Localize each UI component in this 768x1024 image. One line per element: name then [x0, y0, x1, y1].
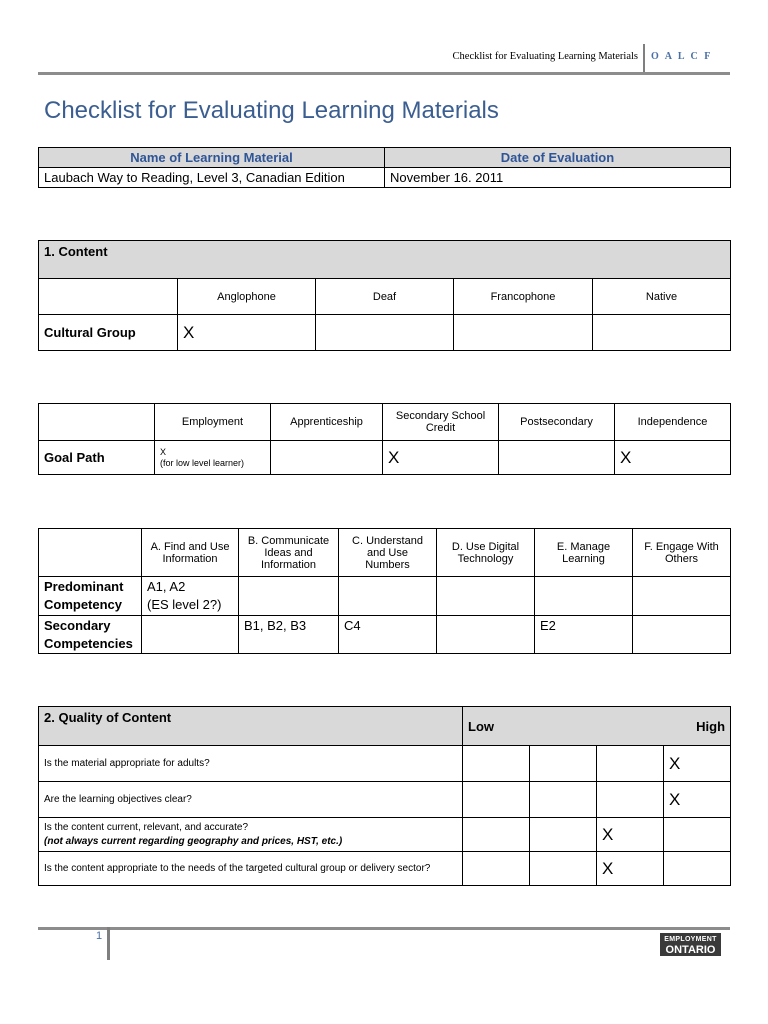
predominant-label-line1: Predominant	[44, 579, 124, 594]
question-3: Is the content current, relevant, and accurate?	[44, 821, 249, 833]
question-3-note: (not always current regarding geography and prices, HST, etc.)	[44, 835, 343, 847]
secondary-label-line2: Competencies	[44, 635, 133, 651]
q1-rating-2	[530, 746, 597, 782]
predominant-b	[239, 577, 339, 616]
q2-rating-4: X	[664, 782, 731, 818]
col-secondary-school-credit: Secondary School Credit	[383, 404, 499, 441]
goal-independence: X	[615, 441, 731, 475]
goal-apprenticeship	[271, 441, 383, 475]
content-section-title: 1. Content	[39, 241, 731, 279]
col-native: Native	[593, 279, 731, 315]
predominant-competency-label	[39, 577, 142, 616]
secondary-b: B1, B2, B3	[239, 616, 339, 654]
col-find-use-information: A. Find and Use Information	[142, 529, 239, 577]
predominant-d	[437, 577, 535, 616]
col-manage-learning: E. Manage Learning	[535, 529, 633, 577]
secondary-a	[142, 616, 239, 654]
q3-rating-1	[463, 818, 530, 852]
col-francophone: Francophone	[454, 279, 593, 315]
cultural-group-label: Cultural Group	[39, 315, 178, 351]
col-anglophone: Anglophone	[178, 279, 316, 315]
content-corner-cell	[39, 279, 178, 315]
page-title: Checklist for Evaluating Learning Materials	[44, 97, 499, 124]
goal-path-label: Goal Path	[39, 441, 155, 475]
q3-rating-4	[664, 818, 731, 852]
secondary-d	[437, 616, 535, 654]
col-employment: Employment	[155, 404, 271, 441]
goal-employment-note: (for low level learner)	[160, 457, 245, 468]
competency-corner-cell	[39, 529, 142, 577]
q3-rating-3: X	[597, 818, 664, 852]
employment-ontario-logo	[660, 933, 721, 956]
goal-postsecondary	[499, 441, 615, 475]
goal-employment-cell	[155, 441, 271, 475]
evaluation-date-header: Date of Evaluation	[385, 148, 731, 168]
scale-low-label: Low	[468, 718, 494, 734]
q4-rating-3: X	[597, 852, 664, 886]
col-digital-technology: D. Use Digital Technology	[437, 529, 535, 577]
predominant-a-line1: A1, A2	[147, 579, 186, 594]
content-table	[38, 240, 731, 351]
question-1: Is the material appropriate for adults?	[39, 746, 463, 782]
cultural-group-francophone	[454, 315, 593, 351]
col-apprenticeship: Apprenticeship	[271, 404, 383, 441]
secondary-label-line1: Secondary	[44, 617, 111, 633]
header-code: O A L C F	[651, 51, 713, 62]
goal-employment-mark: X	[160, 446, 167, 457]
footer-rule	[38, 927, 730, 930]
q4-rating-4	[664, 852, 731, 886]
q3-rating-2	[530, 818, 597, 852]
goal-corner-cell	[39, 404, 155, 441]
predominant-f	[633, 577, 731, 616]
q1-rating-4: X	[664, 746, 731, 782]
q2-rating-3	[597, 782, 664, 818]
running-header-title: Checklist for Evaluating Learning Materials	[452, 51, 638, 62]
header-rule	[38, 72, 730, 75]
predominant-a-line2: (ES level 2?)	[147, 597, 222, 612]
goal-path-table	[38, 403, 731, 475]
header-divider	[643, 44, 645, 74]
scale-high-label: High	[696, 718, 726, 734]
q4-rating-2	[530, 852, 597, 886]
cultural-group-anglophone: X	[178, 315, 316, 351]
predominant-e	[535, 577, 633, 616]
quality-table	[38, 706, 731, 886]
secondary-competencies-label	[39, 616, 142, 654]
col-communicate-ideas: B. Communicate Ideas and Information	[239, 529, 339, 577]
predominant-a-cell	[142, 577, 239, 616]
predominant-c	[339, 577, 437, 616]
logo-line1: EMPLOYMENT	[664, 936, 717, 943]
col-understand-numbers: C. Understand and Use Numbers	[339, 529, 437, 577]
cultural-group-native	[593, 315, 731, 351]
question-4: Is the content appropriate to the needs of the targeted cultural group or delivery sector?	[39, 852, 463, 886]
question-3-cell	[39, 818, 463, 852]
material-name-header: Name of Learning Material	[39, 148, 385, 168]
secondary-c: C4	[339, 616, 437, 654]
material-name-value: Laubach Way to Reading, Level 3, Canadian Edition	[39, 168, 385, 188]
page-number: 1	[96, 930, 103, 942]
col-postsecondary: Postsecondary	[499, 404, 615, 441]
predominant-label-line2: Competency	[44, 597, 123, 612]
quality-scale-header	[463, 707, 731, 746]
q1-rating-1	[463, 746, 530, 782]
secondary-e: E2	[535, 616, 633, 654]
col-deaf: Deaf	[316, 279, 454, 315]
footer-divider	[107, 927, 110, 960]
col-independence: Independence	[615, 404, 731, 441]
col-engage-with-others: F. Engage With Others	[633, 529, 731, 577]
material-info-table	[38, 147, 731, 188]
q2-rating-1	[463, 782, 530, 818]
q4-rating-1	[463, 852, 530, 886]
q1-rating-3	[597, 746, 664, 782]
logo-line2: ONTARIO	[665, 944, 716, 956]
cultural-group-deaf	[316, 315, 454, 351]
quality-section-title: 2. Quality of Content	[39, 707, 463, 746]
goal-secondary-school-credit: X	[383, 441, 499, 475]
competency-table	[38, 528, 731, 654]
evaluation-date-value: November 16. 2011	[385, 168, 731, 188]
q2-rating-2	[530, 782, 597, 818]
secondary-f	[633, 616, 731, 654]
question-2: Are the learning objectives clear?	[39, 782, 463, 818]
